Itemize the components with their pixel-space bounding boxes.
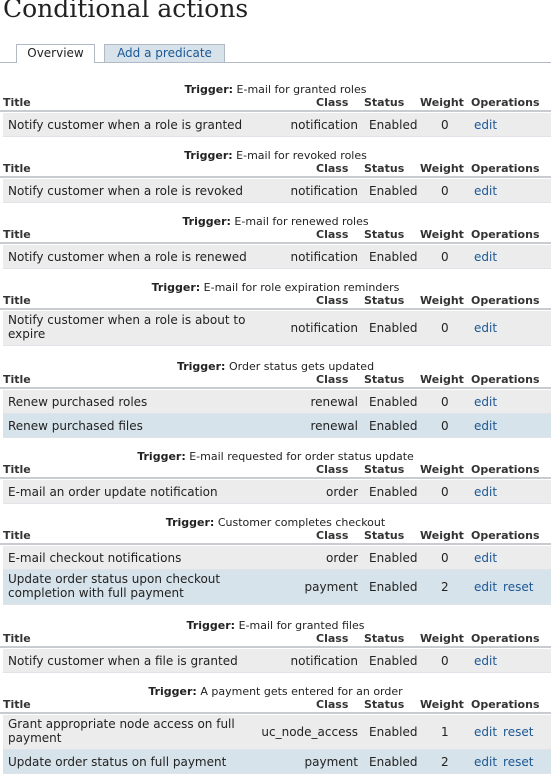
edit-link[interactable]: edit: [474, 580, 498, 594]
column-header-title: Title: [3, 632, 31, 645]
table-header: [0, 96, 551, 112]
action-weight: 0: [441, 118, 449, 132]
trigger-prefix: Trigger:: [148, 685, 197, 698]
column-header-title: Title: [3, 228, 31, 241]
edit-link[interactable]: edit: [474, 551, 498, 565]
action-status: Enabled: [369, 755, 418, 769]
action-weight: 0: [441, 485, 449, 499]
operations-links: [474, 551, 503, 565]
column-header-operations: Operations: [471, 294, 540, 307]
action-status: Enabled: [369, 485, 418, 499]
action-title: Notify customer when a role is granted: [8, 118, 243, 132]
column-header-status: Status: [364, 294, 405, 307]
action-status: Enabled: [369, 118, 418, 132]
table-header: [0, 294, 551, 310]
trigger-prefix: Trigger:: [137, 450, 186, 463]
action-status: Enabled: [369, 419, 418, 433]
column-header-operations: Operations: [471, 632, 540, 645]
action-title: Notify customer when a role is revoked: [8, 184, 243, 198]
action-weight: 1: [441, 725, 449, 739]
operations-links: [474, 725, 539, 739]
action-class: renewal: [310, 419, 358, 433]
table-header: [0, 463, 551, 479]
column-header-operations: Operations: [471, 463, 540, 476]
trigger-heading: [0, 360, 551, 373]
table-header: [0, 698, 551, 714]
action-weight: 0: [441, 654, 449, 668]
trigger-name: E-mail for role expiration reminders: [203, 281, 400, 294]
trigger-heading: [0, 685, 551, 698]
column-header-weight: Weight: [420, 529, 464, 542]
column-header-status: Status: [364, 529, 405, 542]
operations-links: [474, 250, 503, 264]
edit-link[interactable]: edit: [474, 395, 498, 409]
reset-link[interactable]: reset: [503, 580, 534, 594]
column-header-status: Status: [364, 632, 405, 645]
trigger-prefix: Trigger:: [186, 619, 236, 632]
table-row: [3, 390, 551, 414]
edit-link[interactable]: edit: [474, 184, 498, 198]
action-status: Enabled: [369, 551, 418, 565]
reset-link[interactable]: reset: [503, 755, 534, 769]
column-header-title: Title: [3, 698, 31, 711]
table-row: [3, 649, 551, 673]
column-header-weight: Weight: [420, 698, 464, 711]
column-header-weight: Weight: [420, 373, 464, 386]
action-title: Update order status upon checkout completion with full payment: [8, 572, 221, 600]
trigger-prefix: Trigger:: [184, 83, 234, 96]
column-header-status: Status: [364, 228, 405, 241]
action-class: payment: [304, 755, 358, 769]
column-header-title: Title: [3, 162, 31, 175]
edit-link[interactable]: edit: [474, 419, 498, 433]
trigger-heading: [0, 149, 551, 162]
action-class: notification: [290, 321, 358, 335]
action-class: notification: [290, 250, 358, 264]
table-header: [0, 162, 551, 178]
column-header-title: Title: [3, 529, 31, 542]
operations-links: [474, 184, 503, 198]
edit-link[interactable]: edit: [474, 118, 498, 132]
table-row: [3, 311, 551, 346]
column-header-class: Class: [316, 632, 349, 645]
table-row: [3, 570, 551, 605]
column-header-class: Class: [316, 294, 349, 307]
column-header-class: Class: [316, 529, 349, 542]
edit-link[interactable]: edit: [474, 725, 498, 739]
trigger-heading: [0, 215, 551, 228]
trigger-name: Customer completes checkout: [217, 516, 386, 529]
action-class: notification: [290, 184, 358, 198]
table-row: [3, 113, 551, 137]
column-header-operations: Operations: [471, 698, 540, 711]
action-status: Enabled: [369, 250, 418, 264]
action-weight: 0: [441, 395, 449, 409]
column-header-operations: Operations: [471, 228, 540, 241]
operations-links: [474, 654, 503, 668]
action-title: Grant appropriate node access on full payment: [8, 717, 235, 745]
action-class: notification: [290, 654, 358, 668]
column-header-class: Class: [316, 373, 349, 386]
action-status: Enabled: [369, 725, 418, 739]
column-header-status: Status: [364, 463, 405, 476]
column-header-weight: Weight: [420, 463, 464, 476]
page-title: Conditional actions: [3, 0, 249, 23]
trigger-name: Order status gets updated: [228, 360, 375, 373]
column-header-weight: Weight: [420, 294, 464, 307]
operations-links: [474, 395, 503, 409]
column-header-title: Title: [3, 373, 31, 386]
edit-link[interactable]: edit: [474, 654, 498, 668]
column-header-status: Status: [364, 162, 405, 175]
table-row: [3, 750, 551, 774]
action-weight: 0: [441, 551, 449, 565]
action-title: Notify customer when a role is renewed: [8, 250, 247, 264]
tab-add-predicate-label: Add a predicate: [117, 46, 212, 60]
edit-link[interactable]: edit: [474, 755, 498, 769]
action-title: E-mail checkout notifications: [8, 551, 182, 565]
table-row: [3, 715, 551, 750]
action-title: E-mail an order update notification: [8, 485, 218, 499]
table-row: [3, 480, 551, 504]
column-header-title: Title: [3, 294, 31, 307]
table-row: [3, 414, 551, 438]
operations-links: [474, 755, 539, 769]
column-header-weight: Weight: [420, 162, 464, 175]
operations-links: [474, 485, 503, 499]
edit-link[interactable]: edit: [474, 250, 498, 264]
action-status: Enabled: [369, 321, 418, 335]
trigger-prefix: Trigger:: [176, 360, 226, 373]
column-header-class: Class: [316, 96, 349, 109]
table-row: [3, 179, 551, 203]
trigger-name: E-mail for revoked roles: [236, 149, 367, 162]
operations-links: [474, 419, 503, 433]
trigger-prefix: Trigger:: [182, 215, 231, 228]
trigger-prefix: Trigger:: [165, 516, 215, 529]
action-weight: 2: [441, 755, 449, 769]
trigger-name: E-mail for granted files: [238, 619, 365, 632]
action-weight: 0: [441, 419, 449, 433]
action-status: Enabled: [369, 654, 418, 668]
edit-link[interactable]: edit: [474, 485, 498, 499]
trigger-heading: [0, 516, 551, 529]
action-title: Renew purchased files: [8, 419, 143, 433]
trigger-heading: [0, 281, 551, 294]
column-header-class: Class: [316, 162, 349, 175]
action-title: Renew purchased roles: [8, 395, 148, 409]
column-header-operations: Operations: [471, 529, 540, 542]
trigger-name: E-mail for renewed roles: [234, 215, 369, 228]
action-class: uc_node_access: [261, 725, 358, 739]
column-header-operations: Operations: [471, 96, 540, 109]
action-status: Enabled: [369, 395, 418, 409]
action-weight: 0: [441, 250, 449, 264]
trigger-prefix: Trigger:: [184, 149, 233, 162]
action-status: Enabled: [369, 580, 418, 594]
action-status: Enabled: [369, 184, 418, 198]
trigger-heading: [0, 83, 551, 96]
action-title: Update order status on full payment: [8, 755, 227, 769]
table-row: [3, 546, 551, 570]
reset-link[interactable]: reset: [503, 725, 534, 739]
column-header-class: Class: [316, 228, 349, 241]
table-header: [0, 373, 551, 389]
table-header: [0, 632, 551, 648]
operations-links: [474, 321, 503, 335]
action-class: order: [326, 551, 358, 565]
trigger-heading: [0, 450, 551, 463]
tab-overview-label: Overview: [27, 46, 84, 60]
column-header-status: Status: [364, 96, 405, 109]
action-class: notification: [290, 118, 358, 132]
column-header-weight: Weight: [420, 632, 464, 645]
trigger-name: E-mail for granted roles: [236, 83, 367, 96]
column-header-operations: Operations: [471, 162, 540, 175]
column-header-class: Class: [316, 698, 349, 711]
action-class: renewal: [310, 395, 358, 409]
trigger-name: A payment gets entered for an order: [200, 685, 403, 698]
edit-link[interactable]: edit: [474, 321, 498, 335]
action-weight: 0: [441, 184, 449, 198]
operations-links: [474, 118, 503, 132]
action-weight: 2: [441, 580, 449, 594]
action-title: Notify customer when a role is about to expire: [8, 313, 246, 341]
column-header-class: Class: [316, 463, 349, 476]
action-class: payment: [304, 580, 358, 594]
column-header-status: Status: [364, 373, 405, 386]
column-header-weight: Weight: [420, 96, 464, 109]
trigger-heading: [0, 619, 551, 632]
column-header-weight: Weight: [420, 228, 464, 241]
table-header: [0, 228, 551, 244]
action-class: order: [326, 485, 358, 499]
trigger-name: E-mail requested for order status update: [189, 450, 414, 463]
action-title: Notify customer when a file is granted: [8, 654, 238, 668]
table-header: [0, 529, 551, 545]
column-header-title: Title: [3, 463, 31, 476]
operations-links: [474, 580, 539, 594]
action-weight: 0: [441, 321, 449, 335]
table-row: [3, 245, 551, 269]
column-header-title: Title: [3, 96, 31, 109]
column-header-operations: Operations: [471, 373, 540, 386]
trigger-prefix: Trigger:: [151, 281, 201, 294]
column-header-status: Status: [364, 698, 405, 711]
